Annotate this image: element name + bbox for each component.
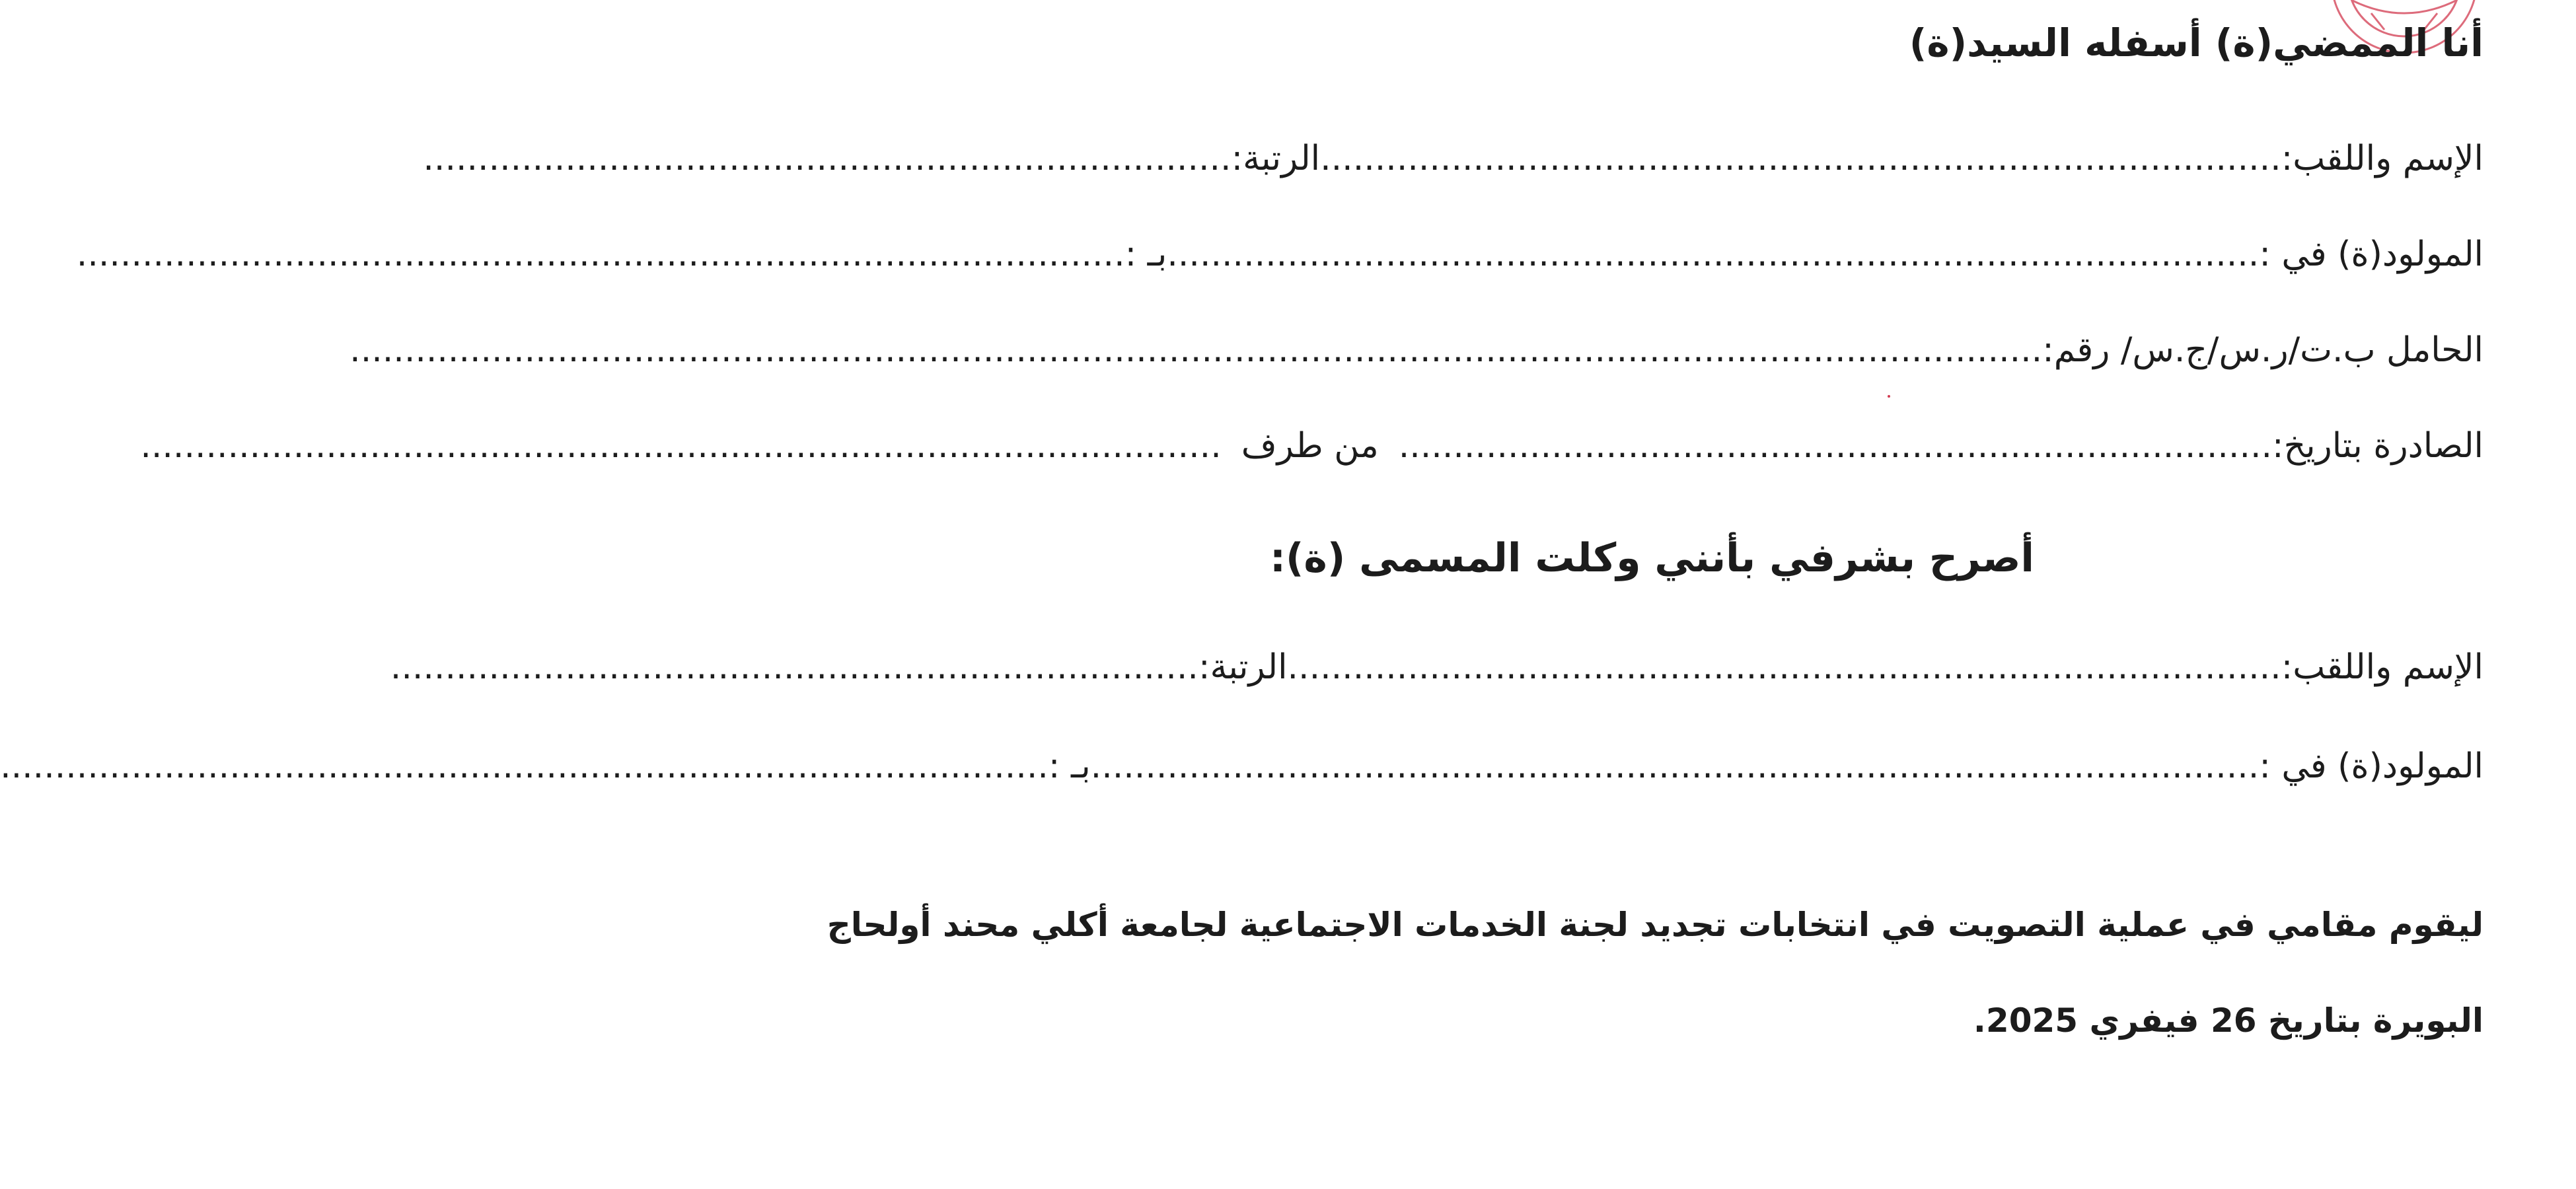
issue-date-label: الصادرة بتاريخ: (2272, 426, 2484, 466)
birth-place-label: بـ : (1124, 234, 1167, 274)
proxy-rank-field[interactable]: .......................................................................... (390, 647, 1198, 687)
name-label: الإسم واللقب: (2281, 139, 2484, 178)
statement-line-1: ليقوم مقامي في عملية التصويت في انتخابات تجديد لجنة الخدمات الاجتماعية لجامعة أكلي محند أولحاج (827, 906, 2484, 944)
id-field[interactable]: ........................................................................................................................................................... (350, 330, 2043, 370)
proxy-birth-place-field[interactable]: ................................................................................................ (0, 746, 1049, 786)
proxy-rank-label: الرتبة: (1198, 647, 1288, 687)
statement-line-2: البويرة بتاريخ 26 فيفري 2025. (1973, 1001, 2484, 1040)
signatory-name-row (423, 132, 2484, 185)
signatory-birth-row (76, 228, 2484, 281)
name-field[interactable]: ........................................................................................ (1320, 139, 2281, 178)
proxy-name-label: الإسم واللقب: (2281, 647, 2484, 687)
signatory-id-row (350, 324, 2484, 377)
page-title: أنا الممضي(ة) أسفله السيد(ة) (1909, 20, 2484, 65)
birth-date-field[interactable]: .................................................................................................... (1167, 234, 2260, 274)
declaration-title: أصرح بشرفي بأنني وكلت المسمى (ة): (1270, 535, 2034, 581)
rank-field[interactable]: .......................................................................... (423, 139, 1232, 178)
birth-date-label: المولود(ة) في : (2259, 234, 2484, 274)
proxy-birth-date-field[interactable]: ........................................................................................................... (1090, 746, 2260, 786)
issued-by-label: من طرف (1241, 426, 1379, 466)
proxy-name-field[interactable]: ........................................................................................... (1287, 647, 2281, 687)
proxy-birth-row (0, 740, 2484, 793)
issue-date-field[interactable]: ................................................................................ (1398, 426, 2273, 466)
proxy-name-row (390, 641, 2484, 694)
proxy-birth-date-label: المولود(ة) في : (2259, 746, 2484, 786)
issued-by-field[interactable]: ................................................................................................... (140, 426, 1222, 466)
proxy-birth-place-label: بـ : (1048, 746, 1091, 786)
birth-place-field[interactable]: ................................................................................................ (76, 234, 1125, 274)
rank-label: الرتبة: (1231, 139, 1321, 178)
id-label: الحامل ب.ت/ر.س/ج.س/ رقم: (2042, 330, 2484, 370)
ink-speck (1888, 395, 1890, 398)
signatory-issue-row (140, 419, 2484, 472)
